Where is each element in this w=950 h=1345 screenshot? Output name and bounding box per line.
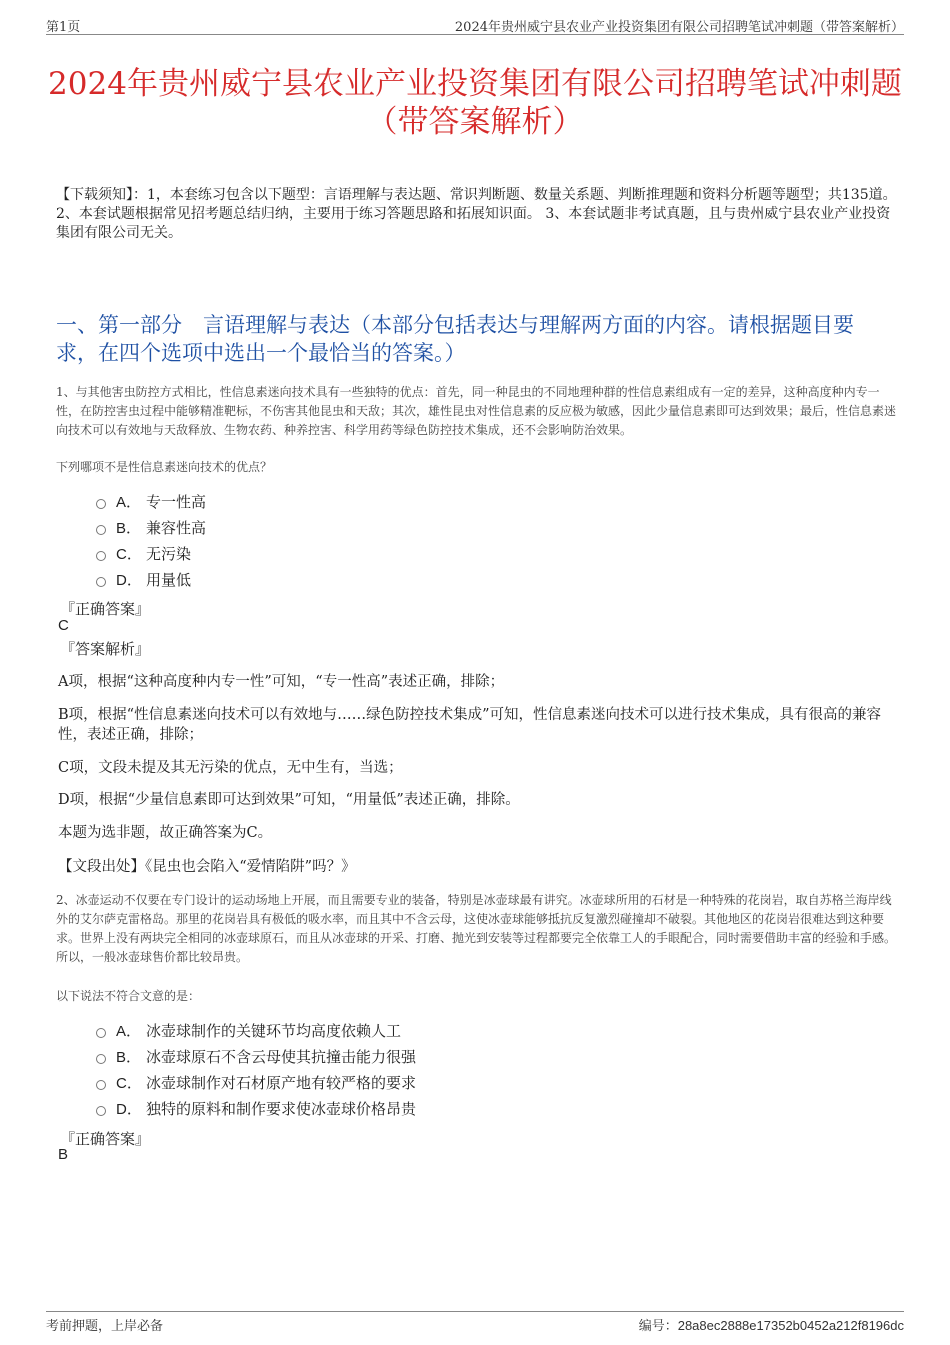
title-line-1: 2024年贵州威宁县农业产业投资集团有限公司招聘笔试冲刺题	[48, 65, 902, 102]
answer-value: B	[58, 1146, 69, 1163]
footer-slogan: 考前押题，上岸必备	[46, 1319, 164, 1334]
question-1-options	[96, 488, 206, 592]
question-2-prompt: 以下说法不符合文意的是：	[56, 989, 201, 1003]
radio-icon[interactable]	[96, 1028, 106, 1038]
question-2-text: 2、冰壶运动不仅要在专门设计的运动场地上开展，而且需要专业的装备，特别是冰壶球最有讲究。冰壶球所用的石材是一种特殊的花岗岩，取自苏格兰海岸线外的艾尔萨克雷格岛。那里的花岗岩具有极低的吸水率，而且其中不含云母，这使冰壶球能够抵抗反复激烈碰撞却不破裂。其他地区的花岗岩很难达到这种要求。世界上没有两块完全相同的冰壶球原石，而且从冰壶球的开采、打磨、抛光到安装等过程都要完全依靠工人的手眼配合，同时需要借助丰富的经验和手感。所以，一般冰壶球售价都比较昂贵。	[56, 893, 897, 964]
radio-icon[interactable]	[96, 525, 106, 535]
radio-icon[interactable]	[96, 551, 106, 561]
option-b[interactable]: B． 兼容性高	[96, 514, 206, 540]
radio-icon[interactable]	[96, 1054, 106, 1064]
radio-icon[interactable]	[96, 1080, 106, 1090]
text-source: 【文段出处】《昆虫也会陷入“爱情陷阱”吗？》	[58, 859, 356, 875]
analysis-conclusion: 本题为选非题，故正确答案为C。	[58, 825, 273, 841]
radio-icon[interactable]	[96, 577, 106, 587]
analysis-a: A项，根据“这种高度种内专一性”可知，“专一性高”表述正确，排除；	[58, 674, 505, 690]
radio-icon[interactable]	[96, 1106, 106, 1116]
answer-label: 『正确答案』	[60, 600, 151, 618]
page-footer	[46, 1311, 904, 1332]
analysis-b: B项，根据“性信息素迷向技术可以有效地与……绿色防控技术集成”可知，性信息素迷向技术可以进行技术集成，具有很高的兼容性，表述正确，排除；	[58, 707, 881, 743]
question-2-options	[96, 1017, 416, 1121]
analysis-d: D项，根据“少量信息素即可达到效果”可知，“用量低”表述正确，排除。	[58, 792, 520, 808]
document-title	[40, 65, 910, 141]
download-notice: 【下载须知】：1，本套练习包含以下题型：言语理解与表达题、常识判断题、数量关系题、判断推理题和资料分析题等题型；共135道。 2、本套试题根据常见招考题总结归纳，主要用于练习答题思路和拓展知识面。 3、本套试题非考试真题，且与贵州威宁县农业产业投资集团有限公司无关。	[56, 187, 897, 241]
option-a[interactable]: A． 冰壶球制作的关键环节均高度依赖人工	[96, 1017, 416, 1043]
option-a[interactable]: A． 专一性高	[96, 488, 206, 514]
question-1-text: 1、与其他害虫防控方式相比，性信息素迷向技术具有一些独特的优点：首先，同一种昆虫的不同地理种群的性信息素组成有一定的差异，这种高度种内专一性，在防控害虫过程中能够精准靶标，不伤害其他昆虫和天敌；其次，雄性昆虫对性信息素的反应极为敏感，因此少量信息素即可达到效果；最后，性信息素迷向技术可以有效地与天敌释放、生物农药、种养控害、科学用药等绿色防控技术集成，还不会影响防治效果。	[56, 385, 897, 437]
footer-code: 编号：28a8ec2888e17352b0452a212f8196dc	[638, 1318, 904, 1334]
option-b[interactable]: B． 冰壶球原石不含云母使其抗撞击能力很强	[96, 1043, 416, 1069]
option-c[interactable]: C． 无污染	[96, 540, 206, 566]
answer-label: 『正确答案』	[60, 1130, 151, 1148]
option-c[interactable]: C． 冰壶球制作对石材原产地有较严格的要求	[96, 1069, 416, 1095]
section-title: 一、第一部分 言语理解与表达（本部分包括表达与理解两方面的内容。请根据题目要求，在四个选项中选出一个最恰当的答案。）	[56, 313, 854, 365]
question-1-prompt: 下列哪项不是性信息素迷向技术的优点？	[56, 460, 273, 474]
page-header	[46, 14, 904, 35]
option-d[interactable]: D． 用量低	[96, 566, 206, 592]
radio-icon[interactable]	[96, 499, 106, 509]
option-d[interactable]: D． 独特的原料和制作要求使冰壶球价格昂贵	[96, 1095, 416, 1121]
analysis-label: 『答案解析』	[60, 640, 151, 658]
title-line-2: （带答案解析）	[366, 103, 584, 140]
header-doc-title: 2024年贵州威宁县农业产业投资集团有限公司招聘笔试冲刺题（带答案解析）	[454, 20, 904, 35]
answer-value: C	[58, 617, 69, 634]
analysis-c: C项，文段未提及其无污染的优点，无中生有，当选；	[58, 760, 403, 776]
page-number: 第1页	[46, 20, 81, 35]
